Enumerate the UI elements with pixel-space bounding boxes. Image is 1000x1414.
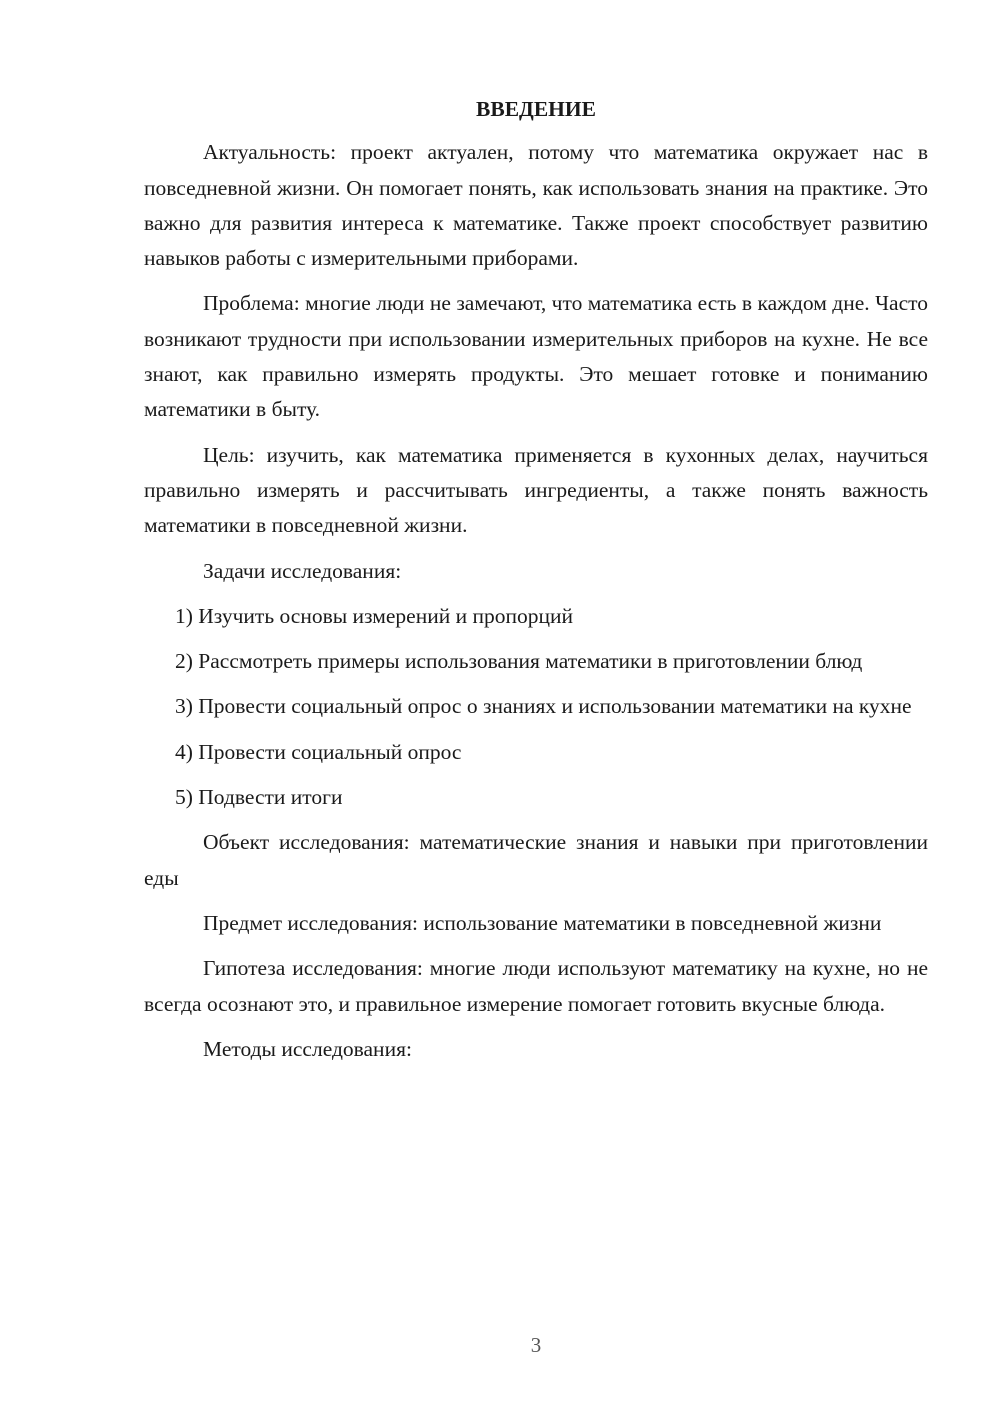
- hypothesis-paragraph: Гипотеза исследования: многие люди используют математику на кухне, но не всегда осознают это, и правильное измерение помогает готовить вкусные блюда.: [144, 956, 928, 1016]
- document-page: [144, 92, 928, 1077]
- task-item-2: 2) Рассмотреть примеры использования математики в приготовлении блюд: [175, 649, 863, 674]
- relevance-paragraph: Актуальность: проект актуален, потому что математика окружает нас в повседневной жизни. Он помогает понять, как использовать знания на практике. Это важно для развития интереса к математике. Также проект способствует развитию навыков работы с измерительными приборами.: [144, 140, 928, 271]
- task-item-1: 1) Изучить основы измерений и пропорций: [175, 603, 573, 628]
- goal-paragraph: Цель: изучить, как математика применяется в кухонных делах, научиться правильно измерять и рассчитывать ингредиенты, а также понять важность математики в повседневной жизни.: [144, 442, 928, 538]
- section-title: ВВЕДЕНИЕ: [476, 97, 596, 121]
- task-item-3: 3) Провести социальный опрос о знаниях и использовании математики на кухне: [175, 694, 912, 719]
- page-number: 3: [530, 1333, 542, 1357]
- task-item-5: 5) Подвести итоги: [175, 785, 343, 810]
- subject-paragraph: Предмет исследования: использование математики в повседневной жизни: [203, 910, 882, 935]
- tasks-heading: Задачи исследования:: [203, 558, 402, 583]
- problem-paragraph: Проблема: многие люди не замечают, что математика есть в каждом дне. Часто возникают трудности при использовании измерительных приборов на кухне. Не все знают, как правильно измерять продукты. Это мешает готовке и пониманию математики в быту.: [144, 291, 928, 422]
- object-paragraph: Объект исследования: математические знания и навыки при приготовлении еды: [144, 830, 928, 890]
- methods-heading: Методы исследования:: [203, 1036, 412, 1061]
- task-item-4: 4) Провести социальный опрос: [175, 739, 462, 764]
